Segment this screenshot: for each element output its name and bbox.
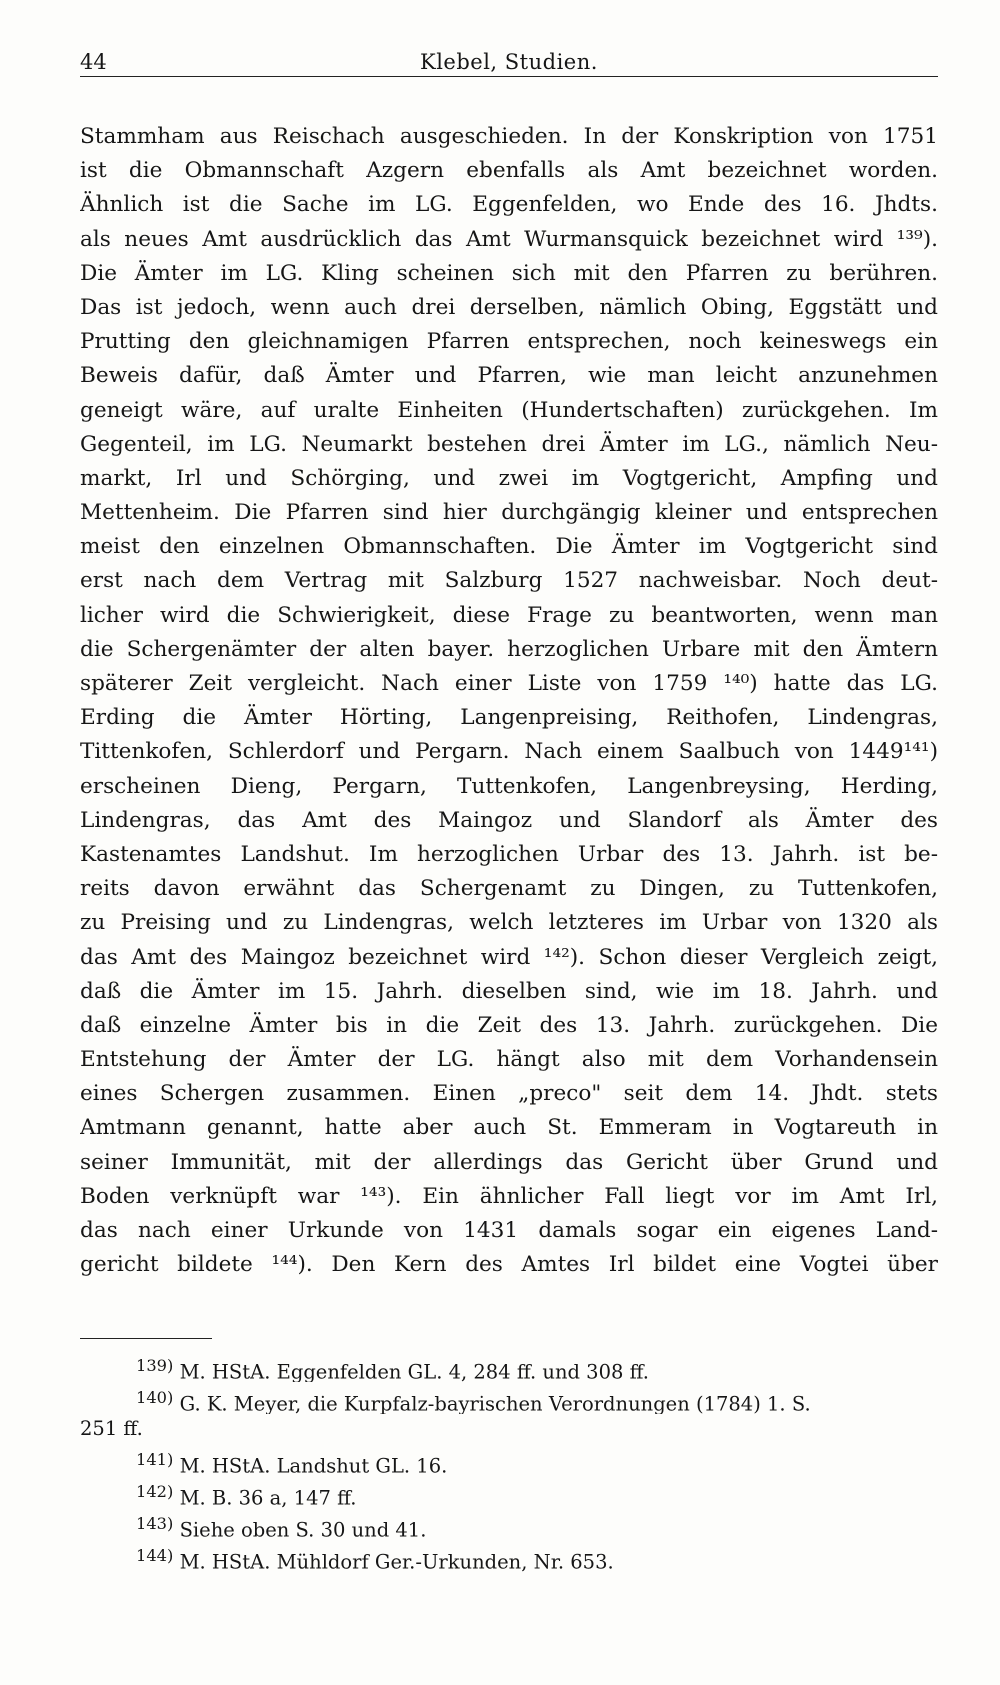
text-line: gericht bildete ¹⁴⁴). Den Kern des Amtes Irl bildet eine Vogtei über	[80, 1252, 938, 1278]
text-line: Gegenteil, im LG. Neumarkt bestehen drei Ämter im LG., nämlich Neu-	[80, 431, 938, 457]
text-line: zu Preising und zu Lindengras, welch letzteres im Urbar von 1320 als	[80, 910, 938, 936]
text-line: ist die Obmannschaft Azgern ebenfalls als Amt bezeichnet worden.	[80, 158, 938, 184]
text-line: das nach einer Urkunde von 1431 damals sogar ein eigenes Land-	[80, 1218, 938, 1243]
text-line: die Schergenämter der alten bayer. herzoglichen Urbare mit den Ämtern	[80, 636, 938, 662]
text-line: Mettenheim. Die Pfarren sind hier durchgängig kleiner und entsprechen	[80, 500, 938, 526]
body-text	[80, 120, 938, 1282]
text-line: Das ist jedoch, wenn auch drei derselben, nämlich Obing, Eggstätt und	[80, 294, 938, 320]
text-line: eines Schergen zusammen. Einen „preco" seit dem 14. Jhdt. stets	[80, 1081, 938, 1107]
footnote	[80, 1350, 938, 1382]
footnote-text: M. B. 36 a, 147 ff.	[179, 1486, 357, 1508]
text-line: Die Ämter im LG. Kling scheinen sich mit den Pfarren zu berühren.	[80, 260, 938, 286]
footnote-text: Siehe oben S. 30 und 41.	[179, 1518, 427, 1540]
footnote-text: G. K. Meyer, die Kurpfalz-bayrischen Verordnungen (1784) 1. S.	[179, 1392, 811, 1414]
text-line: erscheinen Dieng, Pergarn, Tuttenkofen, Langenbreysing, Herding,	[80, 773, 938, 799]
footnote-number: 144)	[136, 1546, 174, 1565]
text-line: Amtmann genannt, hatte aber auch St. Emmeram in Vogtareuth in	[80, 1115, 938, 1141]
text-line: meist den einzelnen Obmannschaften. Die Ämter im Vogtgericht sind	[80, 534, 938, 560]
text-line: Entstehung der Ämter der LG. hängt also mit dem Vorhandensein	[80, 1047, 938, 1073]
text-line: Tittenkofen, Schlerdorf und Pergarn. Nach einem Saalbuch von 1449¹⁴¹)	[80, 739, 938, 765]
footnote-divider	[80, 1338, 212, 1339]
text-line: Erding die Ämter Hörting, Langenpreising, Reithofen, Lindengras,	[80, 705, 938, 731]
footnote-number: 141)	[136, 1450, 174, 1469]
footnote-text: M. HStA. Mühldorf Ger.-Urkunden, Nr. 653.	[179, 1550, 614, 1572]
footnote-number: 143)	[136, 1514, 174, 1533]
page-number: 44	[80, 50, 107, 74]
footnote-number: 139)	[136, 1356, 174, 1375]
text-line: geneigt wäre, auf uralte Einheiten (Hundertschaften) zurückgehen. Im	[80, 397, 938, 423]
text-line: Lindengras, das Amt des Maingoz und Slandorf als Ämter des	[80, 807, 938, 833]
footnote-number: 142)	[136, 1482, 174, 1501]
text-line: Ähnlich ist die Sache im LG. Eggenfelden, wo Ende des 16. Jhdts.	[80, 192, 938, 218]
text-line: licher wird die Schwierigkeit, diese Frage zu beantworten, wenn man	[80, 602, 938, 628]
running-head: Klebel, Studien.	[420, 50, 598, 74]
text-line: Boden verknüpft war ¹⁴³). Ein ähnlicher Fall liegt vor im Amt Irl,	[80, 1183, 938, 1209]
text-line: daß einzelne Ämter bis in die Zeit des 13. Jahrh. zurückgehen. Die	[80, 1012, 938, 1038]
text-line: Prutting den gleichnamigen Pfarren entsprechen, noch keineswegs ein	[80, 329, 938, 355]
text-line: späterer Zeit vergleicht. Nach einer Liste von 1759 ¹⁴⁰) hatte das LG.	[80, 671, 938, 696]
text-line: seiner Immunität, mit der allerdings das Gericht über Grund und	[80, 1149, 938, 1175]
footnote-text: M. HStA. Landshut GL. 16.	[179, 1454, 448, 1476]
text-line: reits davon erwähnt das Schergenamt zu Dingen, zu Tuttenkofen,	[80, 876, 938, 902]
page-header	[80, 42, 938, 77]
text-line: als neues Amt ausdrücklich das Amt Wurmansquick bezeichnet wird ¹³⁹).	[80, 226, 938, 252]
footnote	[80, 1476, 938, 1508]
footnote-continuation: 251 ff.	[80, 1417, 143, 1440]
footnote	[80, 1444, 938, 1476]
text-line: Kastenamtes Landshut. Im herzoglichen Urbar des 13. Jahrh. ist be-	[80, 841, 938, 867]
text-line: Beweis dafür, daß Ämter und Pfarren, wie man leicht anzunehmen	[80, 363, 938, 389]
text-line: daß die Ämter im 15. Jahrh. dieselben sind, wie im 18. Jahrh. und	[80, 978, 938, 1004]
text-line: Stammham aus Reischach ausgeschieden. In der Konskription von 1751	[80, 124, 938, 149]
footnote-text: M. HStA. Eggenfelden GL. 4, 284 ff. und 308 ff.	[179, 1360, 649, 1382]
text-line: das Amt des Maingoz bezeichnet wird ¹⁴²). Schon dieser Vergleich zeigt,	[80, 944, 938, 970]
footnote	[80, 1508, 938, 1540]
text-line: markt, Irl und Schörging, und zwei im Vogtgericht, Ampfing und	[80, 465, 938, 491]
footnote	[80, 1382, 938, 1414]
footnote	[80, 1540, 938, 1572]
footnotes	[80, 1350, 938, 1572]
footnote-number: 140)	[136, 1388, 174, 1407]
text-line: erst nach dem Vertrag mit Salzburg 1527 nachweisbar. Noch deut-	[80, 568, 938, 594]
